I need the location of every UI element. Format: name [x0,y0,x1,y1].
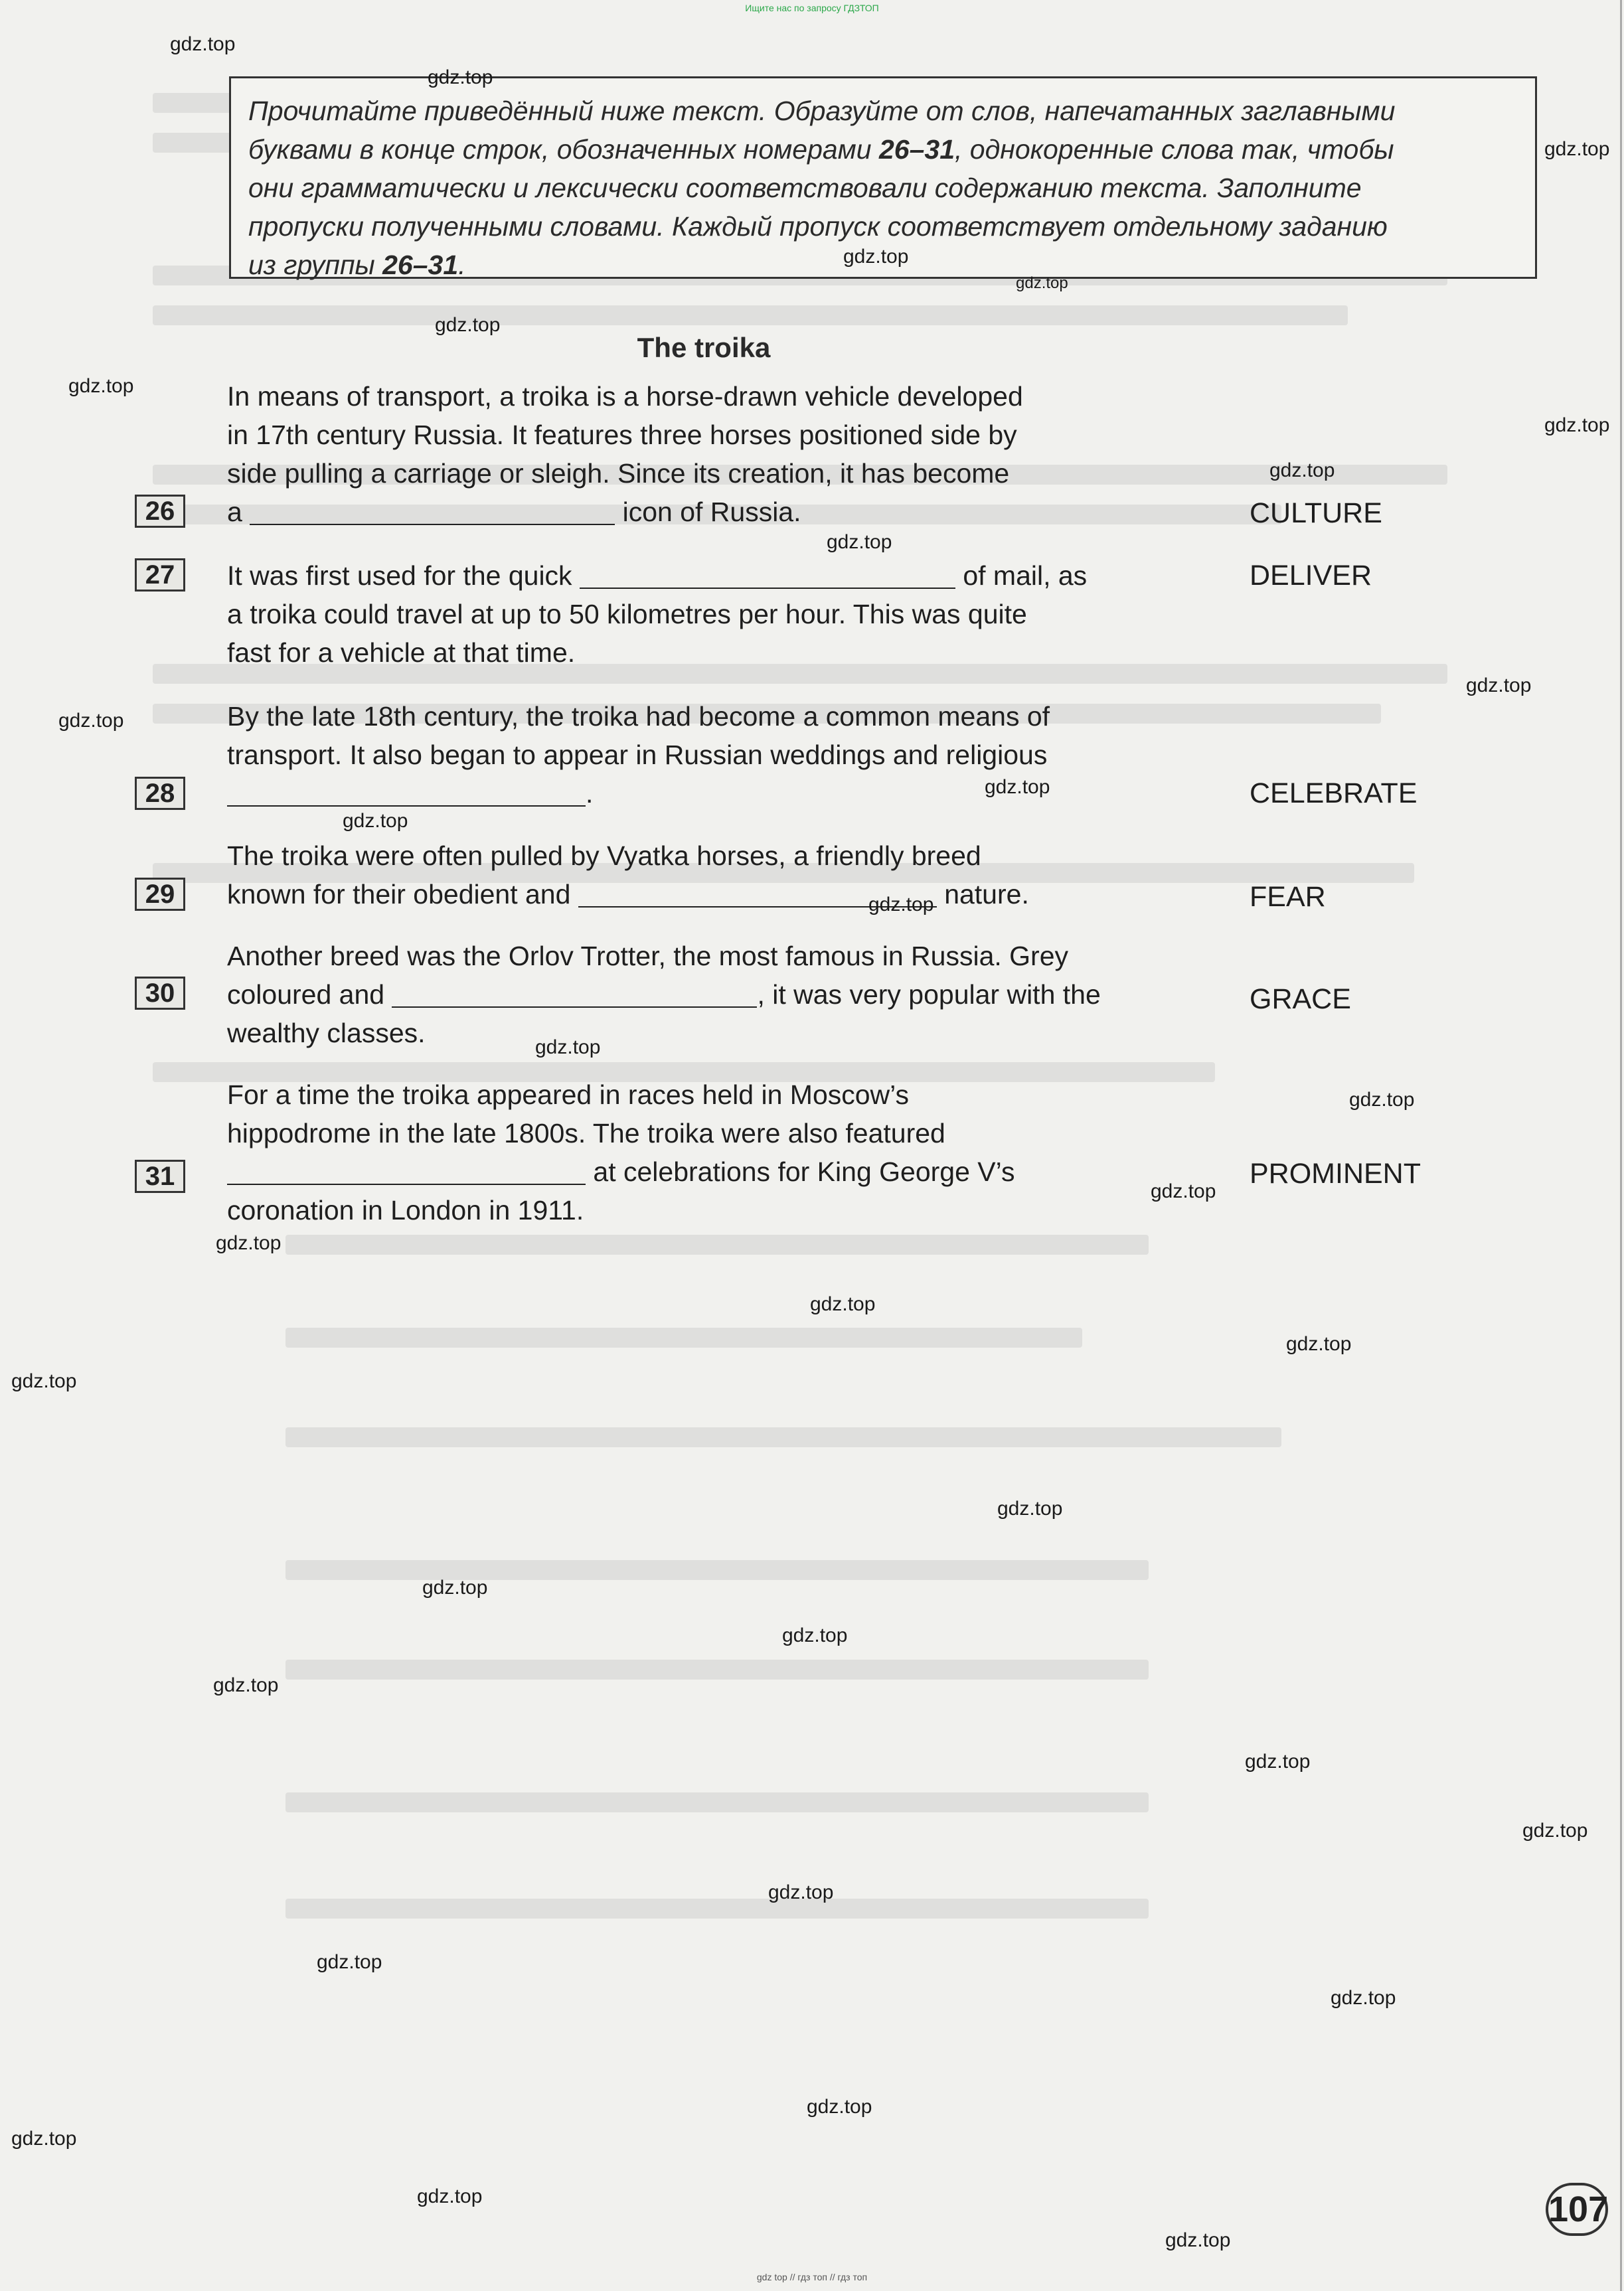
text-line: coronation in London in 1911. [227,1195,584,1225]
watermark: gdz.top [1269,459,1335,481]
watermark: gdz.top [170,33,236,55]
key-word-28: CELEBRATE [1250,777,1418,809]
answer-gap-30[interactable] [392,981,757,1008]
watermark: gdz.top [1245,1751,1311,1773]
gap-line: coloured and , it was very popular with the [227,979,1101,1010]
key-word-29: FEAR [1250,881,1326,913]
watermark: gdz.top [1544,138,1610,160]
watermark: gdz.top [216,1232,282,1254]
instruction-line: буквами в конце строк, обозначенных номерами 26–31, однокоренные слова так, чтобы [248,134,1394,165]
text-line: side pulling a carriage or sleigh. Since its creation, it has become [227,458,1010,489]
watermark: gdz.top [213,1674,279,1696]
watermark: gdz.top [68,375,134,397]
text-line: in 17th century Russia. It features three horses positioned side by [227,420,1017,450]
paragraph-27 [227,556,1147,672]
key-word-31: PROMINENT [1250,1158,1421,1190]
watermark: gdz.top [782,1624,848,1646]
watermark: gdz.top [1016,274,1068,292]
answer-gap-26[interactable] [250,499,615,525]
paragraph-30 [227,937,1147,1052]
watermark: gdz.top [11,1370,77,1392]
watermark: gdz.top [827,531,892,553]
gap-line: a icon of Russia. [227,497,801,527]
watermark: gdz.top [417,2185,483,2207]
watermark: gdz.top [868,894,934,915]
text-line: a troika could travel at up to 50 kilometres per hour. This was quite [227,599,1027,629]
key-word-27: DELIVER [1250,560,1372,592]
watermark: gdz.top [1522,1820,1588,1842]
paragraph-29 [227,836,1147,913]
watermark: gdz.top [1331,1987,1396,2009]
page-number: 107 [1546,2183,1608,2236]
watermark: gdz.top [1286,1333,1352,1355]
watermark: gdz.top [343,810,408,832]
text-line: fast for a vehicle at that time. [227,637,576,668]
watermark: gdz.top [807,2096,872,2118]
page-edge-divider [1620,0,1622,2291]
watermark: gdz.top [428,66,493,88]
instruction-line: пропуски полученными словами. Каждый пропуск соответствует отдельному заданию [248,211,1388,242]
task-number-30: 30 [135,977,185,1010]
task-number-27: 27 [135,558,185,592]
watermark: gdz.top [768,1881,834,1903]
watermark: gdz.top [1349,1089,1415,1111]
watermark: gdz.top [1466,674,1532,696]
watermark: gdz.top [317,1951,382,1973]
task-number-26: 26 [135,495,185,528]
gap-line: It was first used for the quick of mail, as [227,560,1088,591]
gap-line: at celebrations for King George V’s [227,1152,1147,1191]
watermark: gdz.top [535,1036,601,1058]
gap-line: . [227,774,1147,813]
instruction-line: они грамматически и лексически соответствовали содержанию текста. Заполните [248,173,1362,203]
text-line: For a time the troika appeared in races held in Moscow’s [227,1079,910,1110]
answer-gap-31[interactable] [227,1158,586,1185]
watermark: gdz.top [1544,414,1610,436]
task-number-29: 29 [135,878,185,911]
text-line: hippodrome in the late 1800s. The troika were also featured [227,1118,945,1148]
gap-line: known for their obedient and nature. [227,879,1029,909]
watermark: gdz.top [422,1577,488,1599]
bottom-note: gdz top // гдз топ // гдз топ [756,2272,868,2282]
text-line: In means of transport, a troika is a horse-drawn vehicle developed [227,381,1023,412]
watermark: gdz.top [843,246,909,268]
watermark: gdz.top [58,710,124,732]
paragraph-31 [227,1075,1147,1229]
watermark: gdz.top [997,1498,1063,1520]
text-line: The troika were often pulled by Vyatka horses, a friendly breed [227,840,981,871]
text-title: The troika [637,332,771,363]
text-line: transport. It also began to appear in Russian weddings and religious [227,740,1048,770]
top-note: Ищите нас по запросу ГДЗТОП [745,3,879,13]
watermark: gdz.top [435,314,501,336]
instruction-line: Прочитайте приведённый ниже текст. Образуйте от слов, напечатанных заглавными [248,96,1396,126]
task-number-31: 31 [135,1160,185,1193]
text-line: wealthy classes. [227,1018,426,1048]
watermark: gdz.top [985,776,1050,798]
watermark: gdz.top [1165,2229,1231,2251]
watermark: gdz.top [1151,1180,1216,1202]
instruction-line: из группы 26–31. [248,250,466,280]
watermark: gdz.top [11,2128,77,2150]
key-word-26: CULTURE [1250,497,1382,529]
paragraph-26 [227,377,1147,531]
text-line: By the late 18th century, the troika had become a common means of [227,701,1050,732]
watermark: gdz.top [810,1293,876,1315]
key-word-30: GRACE [1250,983,1351,1015]
task-number-28: 28 [135,777,185,810]
text-line: Another breed was the Orlov Trotter, the most famous in Russia. Grey [227,941,1068,971]
answer-gap-28[interactable] [227,780,586,807]
answer-gap-27[interactable] [580,562,955,589]
